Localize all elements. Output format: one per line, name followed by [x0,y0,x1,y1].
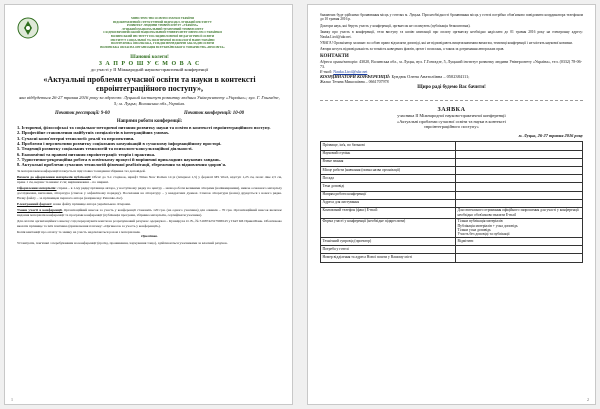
doctors-paragraph: Доктори наук, які беруть участь у конференції, оргвнесок не сплачують (публікація безкоштовна). [320,23,471,28]
application-title: ЗАЯВКА [437,107,466,114]
form-label: Тема доповіді [321,183,456,191]
organizer: РОЗВИТКУ ЛЮДИНИ УНІВЕРСИТЕТУ «УКРАЇНА» [126,23,199,28]
warning-paragraph: УВАГА! Організатор залишає за собою право відхиляти доповіді, які не відповідають вищезазначеним вимогам, тематиці конференції і не містять наукової новизни. [320,40,573,45]
form-field[interactable] [456,158,583,166]
responsibility-paragraph: Автори несуть відповідальність за точність наведених фактів, цитат і посилань, а також за дотримання авторських прав. [320,47,505,52]
organizer: ЛУЦЬКИЙ НАЦІОНАЛЬНИЙ ТЕХНІЧНИЙ УНІВЕРСИТЕТ [121,26,204,31]
divider [320,100,583,101]
form-field[interactable] [456,150,583,158]
invite-heading: З А П Р О Ш У Є М О В А С [98,61,201,68]
form-field[interactable] [456,254,583,262]
page-1 [4,4,293,405]
form-label: Науковий ступінь [321,150,456,158]
organizer: ПОЛІТЕХНІКА ОПОЛЬСЬКА, ГІЛЬДІЯ МЕНЕДЖЕРІВ ЗАКЛАДІВ ОСВІТИ [110,41,215,46]
address-label: Адреса організаторів: [320,59,359,65]
form-row [321,175,583,183]
email-link[interactable]: Nauka.Lirol@ukr.net [333,69,368,75]
form-row [321,142,583,150]
form-field[interactable]: Для своєчасного отримання офіційного запрошення для участі у конференції необхідно обов'язково вказати E-mail [456,207,583,218]
application-form [320,141,583,262]
payment-paragraph: Для оплати організаційного внеску слід перерахувати кошти на розрахунковий рахунок: одержувач – Кушніруха О. В., № 5168742317996543 у ПАТ КБ ПриватБанк. Обов'язково вказати прізвище та ім'я платника (призначення платежу: «Оргвнесок за участь у конференції»). [17,218,282,228]
note-paragraph: Усі витрати, пов'язані з перебуванням на конференції (проїзд, проживання, харчування тощо), здійснюються учасниками за власний рахунок. [17,240,228,245]
form-label: Прізвище, ім'я, по батькові [321,142,456,150]
participation-option[interactable]: Участь без доповіді та публікації [457,232,510,237]
form-row [321,254,583,262]
form-field[interactable] [456,191,583,199]
coordinators-label: КООРДИНАТОРИ КОНФЕРЕНЦІЇ: [320,74,391,80]
directions-list [17,125,282,167]
directions-title: Напрями роботи конференції: [116,119,183,125]
page-number: 2 [587,397,589,402]
form-label: Контактний телефон (факс) E-mail: [321,207,456,218]
terms-label: Умови участі в конференції. [17,207,63,212]
organizer: ВОЛИНСЬКА ОБЛАСНА ОРГАНІЗАЦІЯ ВСЕУКРАЇНСЬКОГО ТОВАРИСТВА «ПРОСВІТА» [100,44,225,49]
organizer: МІНІСТЕРСТВО ОСВІТИ І НАУКИ УКРАЇНИ [131,16,194,20]
terms-paragraph [17,208,282,217]
email-format-text: назва файлу прізвище автора українською літерами. [53,201,131,206]
form-field[interactable] [456,199,583,207]
form-field[interactable]: Відмітити [456,238,583,246]
form-label: Потреба у готелі [321,246,456,254]
organizer: СХІДНОЄВРОПЕЙСЬКИЙ НАЦІОНАЛЬНИЙ УНІВЕРСИТЕТ ІМЕНІ ЛЕСІ УКРАЇНКИ [103,30,222,35]
form-row [321,183,583,191]
coordinator-2: Жалко Тетяна Миколаївна – 0661707978 [320,79,389,85]
form-label: Напрям роботи конференції [321,191,456,199]
venue-text: яка відбудеться 26-27 травня 2016 року за адресою: Луцький інститут розвитку людини Університету «Україна»; вул. Г. Гонгадзе, 5; м. Луцьк; Волинська обл.,Україна. [19,94,280,106]
outro-paragraph: Копія квитанції про оплату та заявку на участь надсилаються разом з матеріалами. [17,229,141,234]
terms-text: Організаційний внесок за участь у конференції становить 120 грн. (на одного учасника) для очників – 70 грн. Організаційний внесок включає видання матеріалів конференції та програми конференції (публікація програми, збірника матеріалів, сертифікати учасника). [17,207,283,217]
page-number: 1 [11,397,13,402]
page-1-content [17,17,282,245]
form-label: Вчене звання [321,158,456,166]
address-text: 43020, Волинська обл., м. Луцьк, вул. Г.Гонгадзе, 5, Луцький інститут розвитку людини Університету «Україна», тел. (0332) 78-06-73. [320,59,582,70]
direction-item: 5. Тенденції розвитку соціальних технологій та психолого-консультаційної діяльності. [17,146,193,152]
form-label: Посада [321,175,456,183]
greeting: Шановні колеги! [130,55,169,61]
form-label: Місце роботи (навчання (повна назва організації) [321,166,456,174]
page-2-content [320,11,583,263]
direction-item: 3. Сучасні комп'ютерні технології: реалії та перспективи. [17,135,135,141]
organizer: ІНСТИТУТ СОЦІАЛЬНОЇ ТА ПОЛІТИЧНОЇ ПСИХОЛОГІЇ НАПН УКРАЇНИ [110,37,215,42]
form-field[interactable] [456,183,583,191]
form-row [321,246,583,254]
form-field[interactable] [456,175,583,183]
form-row [321,191,583,199]
form-row [321,166,583,174]
form-row [321,238,583,246]
form-row [321,207,583,218]
requirements-paragraph [17,175,282,184]
form-row [321,218,583,237]
form-field[interactable] [456,142,583,150]
form-row [321,158,583,166]
email-format-paragraph [17,202,282,207]
requirements-text: Обсяг до 3-х сторінок, шрифт Times New Roman 14 pt (інтервал 1,5) у форматі MS Word, відступ 1,25 см, поля: ліве 2,5 см, праве 1 см, верхнє та нижнє 2 см; вирівнювання – по ширині. [17,175,283,184]
direction-item: 6. Економічні та правові питання євроінтеграції: теорія і практика. [17,151,156,157]
organizers-list [43,17,282,49]
application-subtitle: учасника ІІ Міжнародної науково-практичної конференції [397,113,506,119]
conference-title: «Актуальні проблеми сучасної освіти та науки в контексті євроінтеграційного поступу», [43,74,256,93]
form-label: Адреса для листування [321,199,456,207]
application-subtitle: «Актуальні проблеми сучасної освіти та науки в контексті [397,118,506,124]
form-row [321,150,583,158]
address-block [320,59,583,69]
form-row [321,199,583,207]
closing-line: Щиро раді будемо Вас бачити! [417,85,486,91]
direction-item: 1. Історичні, філософські та соціально-методичні питання розвитку науки та освіти в контексті євроінтеграційного поступу. [17,125,271,131]
participation-option[interactable]: Тільки публікація матеріалів [457,219,503,224]
form-label: Технічний супровід (проектор) [321,238,456,246]
header [17,17,282,49]
contacts-title: КОНТАКТИ [320,54,349,60]
participation-option[interactable]: Тільки усна доповідь [457,227,491,232]
organizer: ВОЛИНСЬКИЙ ІНСТИТУТ ПІСЛЯДИПЛОМНОЇ ПЕДАГОГІЧНОЇ ОСВІТИ [110,33,215,38]
structure-label: Оформлення матеріалів: [17,186,57,191]
direction-item: 4. Проблеми і перспективи розвитку соціальних комунікацій в сучасному інформаційному просторі. [17,141,222,147]
structure-text: справа – в 1-му рядку прізвище автора, у наступному рядку по центру – назва роботи великими літерами (напівжирними), нижче основного матеріалу дослідження, висновки, література (список у алфавітному порядку). Посилання на літературу – у квадратних дужках. Список літератури (назва) друкується з нового рядка. Назву файлу – за прізвищем першого автора (наприклад: Petrenko.doc). [17,186,282,200]
invite-subline: до участі у ІІ Міжнародній науково-практичній конференції [90,67,209,73]
participation-option[interactable]: Публікація матеріалів + усна доповідь [457,223,518,228]
emblem-icon [17,17,39,39]
application-date: м. Луцьк, 26-27 травня 2016 року [518,133,583,139]
submission-paragraph: Заявку про участь в конференції, тези виступу та копію квитанції про оплату оргвнеску необхідно надіслати до 01 травня 2016 року на електронну адресу: Nauka.Lirol@ukr.net. [320,29,583,39]
email-label: E-mail: [320,69,333,75]
requirements-label: Вимоги до оформлення матеріалів публікації: [17,175,91,180]
structure-paragraph [17,186,282,200]
page-2 [307,4,596,405]
conference-start: Початок конференції: 10-00 [183,111,244,117]
direction-item: 7. Туристично-рекреаційна робота в освітньому процесі й вирішенні прикладних наукових завдань. [17,156,221,162]
participation-label: Форма участі у конференції (необхідне підкреслити) [321,218,456,237]
registration-start: Початок реєстрації: 9-00 [55,111,110,117]
form-label: Номер відділення та адреса Нової пошти у Вашому місті [321,254,456,262]
participation-options [456,218,583,237]
email-format-label: Електронний формат: [17,201,53,206]
hotel-paragraph: бажаючих буде здійснено бронювання місць у готелях м. Луцька. При необхідності бронювання місць у готелі потрібно обов'язково повідомити координатора телефоном до 10 травня 2016 р. [320,12,583,22]
form-field[interactable] [456,246,583,254]
note-label: Примітка. [141,234,158,239]
form-field[interactable] [456,166,583,174]
direction-item: 8. Актуальні проблеми сучасних технологій фізичної реабілітації, збереження та відновлення здоров'я. [17,162,227,168]
materials-paragraph: За матеріалами конференції планується підготовка та видання збірника тез доповідей. [17,169,146,173]
coordinator-1: Бундюк Олена Анатоліївна – 0502384111; [391,74,470,80]
direction-item: 2. Професійне становлення майбутніх спеціалістів в інтеграційних умовах. [17,130,170,136]
application-subtitle: євроінтеграційного поступу» [424,124,479,130]
organizer: ВІДОКРЕМЛЕНИЙ СТРУКТУРНИЙ ПІДРОЗДІЛ ЛУЦЬКИЙ ІНСТИТУТ [113,19,212,24]
schedule-row [17,111,282,116]
